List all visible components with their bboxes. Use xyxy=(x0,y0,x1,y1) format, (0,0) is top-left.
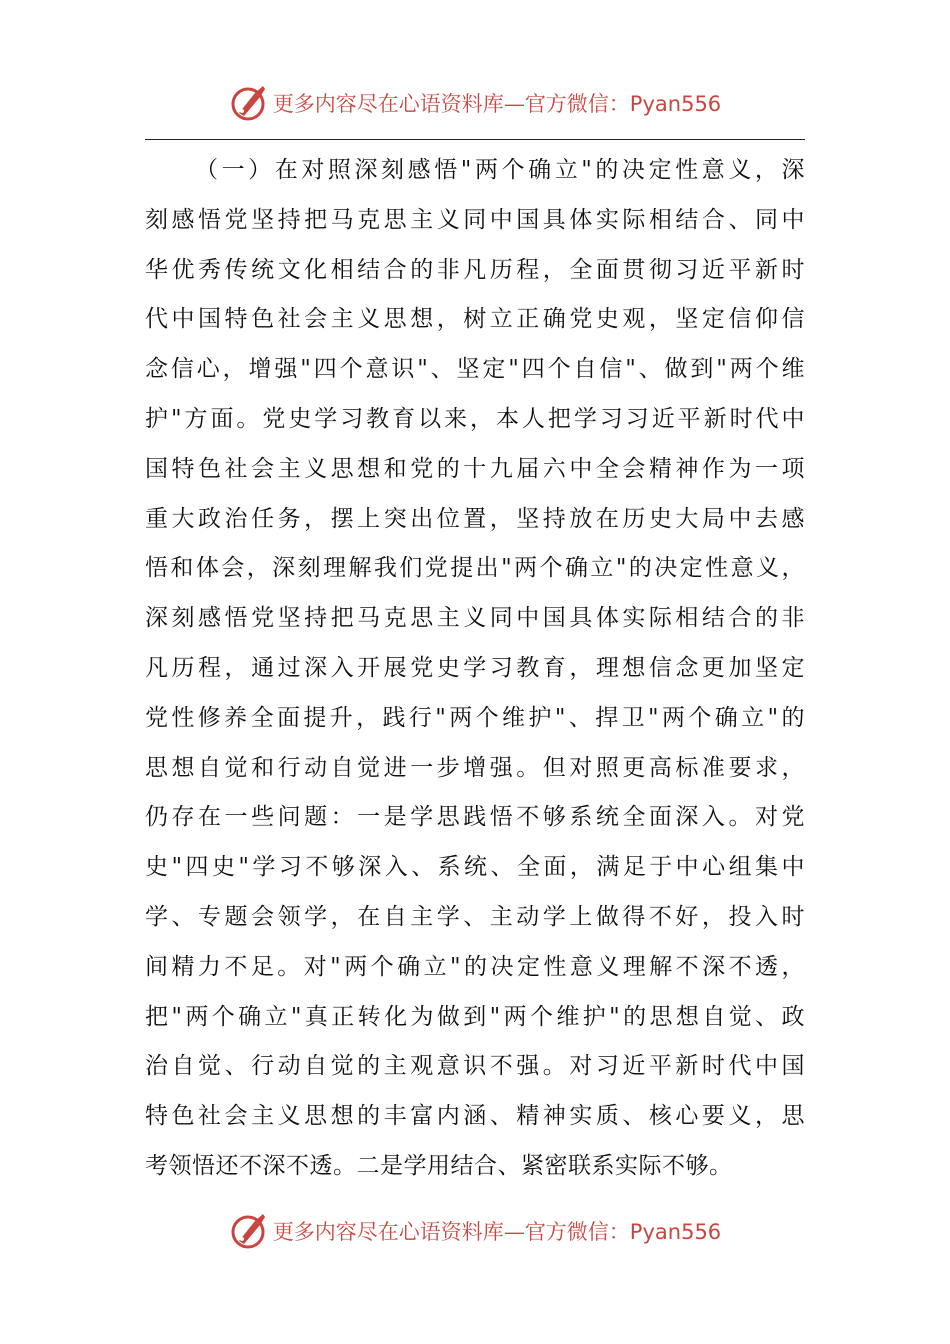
text-line: 护"方面。党史学习教育以来，本人把学习习近平新时代中 xyxy=(145,405,805,432)
header-banner-text xyxy=(273,88,721,118)
text-line: 华优秀传统文化相结合的非凡历程，全面贯彻习近平新时 xyxy=(145,256,805,283)
footer-banner xyxy=(0,1206,950,1256)
header-divider xyxy=(145,139,805,140)
footer-banner-left: 更多内容尽在心语资料库 xyxy=(272,1220,504,1244)
header-banner-left: 更多内容尽在心语资料库 xyxy=(272,92,504,116)
text-line: 党性修养全面提升，践行"两个维护"、捍卫"两个确立"的 xyxy=(145,704,805,731)
header-banner-dash: — xyxy=(503,92,525,116)
footer-banner-right: 官方微信：Pyan556 xyxy=(524,1220,722,1244)
text-line: 考领悟还不深不透。二是学用结合、紧密联系实际不够。 xyxy=(145,1152,733,1179)
header-banner-right: 官方微信：Pyan556 xyxy=(524,92,722,116)
text-line: 间精力不足。对"两个确立"的决定性意义理解不深不透， xyxy=(145,953,805,980)
text-line: 代中国特色社会主义思想，树立正确党史观，坚定信仰信 xyxy=(145,306,805,333)
text-line: 史"四史"学习不够深入、系统、全面，满足于中心组集中 xyxy=(145,854,805,881)
text-line: 仍存在一些问题：一是学思践悟不够系统全面深入。对党 xyxy=(145,804,805,831)
brand-logo-icon xyxy=(229,83,269,123)
brand-logo-icon xyxy=(229,1211,269,1251)
text-line: 思想自觉和行动自觉进一步增强。但对照更高标准要求， xyxy=(145,754,805,781)
footer-banner-dash: — xyxy=(503,1220,525,1244)
text-line: 深刻感悟党坚持把马克思主义同中国具体实际相结合的非 xyxy=(145,605,805,632)
document-body xyxy=(145,146,805,1192)
header-banner xyxy=(0,78,950,128)
text-line: 治自觉、行动自觉的主观意识不强。对习近平新时代中国 xyxy=(145,1053,805,1080)
text-line: 刻感悟党坚持把马克思主义同中国具体实际相结合、同中 xyxy=(145,206,805,233)
footer-banner-text xyxy=(273,1216,721,1246)
text-line: 把"两个确立"真正转化为做到"两个维护"的思想自觉、政 xyxy=(145,1003,805,1030)
text-line: （一）在对照深刻感悟"两个确立"的决定性意义，深 xyxy=(195,157,805,183)
text-line: 重大政治任务，摆上突出位置，坚持放在历史大局中去感 xyxy=(145,505,805,532)
text-line: 特色社会主义思想的丰富内涵、精神实质、核心要义，思 xyxy=(145,1103,805,1130)
text-line: 国特色社会主义思想和党的十九届六中全会精神作为一项 xyxy=(145,455,805,482)
text-line: 念信心，增强"四个意识"、坚定"四个自信"、做到"两个维 xyxy=(145,356,805,383)
text-line: 学、专题会领学，在自主学、主动学上做得不好，投入时 xyxy=(145,903,805,930)
text-line: 凡历程，通过深入开展党史学习教育，理想信念更加坚定 xyxy=(145,654,805,681)
text-line: 悟和体会，深刻理解我们党提出"两个确立"的决定性意义， xyxy=(145,555,805,582)
